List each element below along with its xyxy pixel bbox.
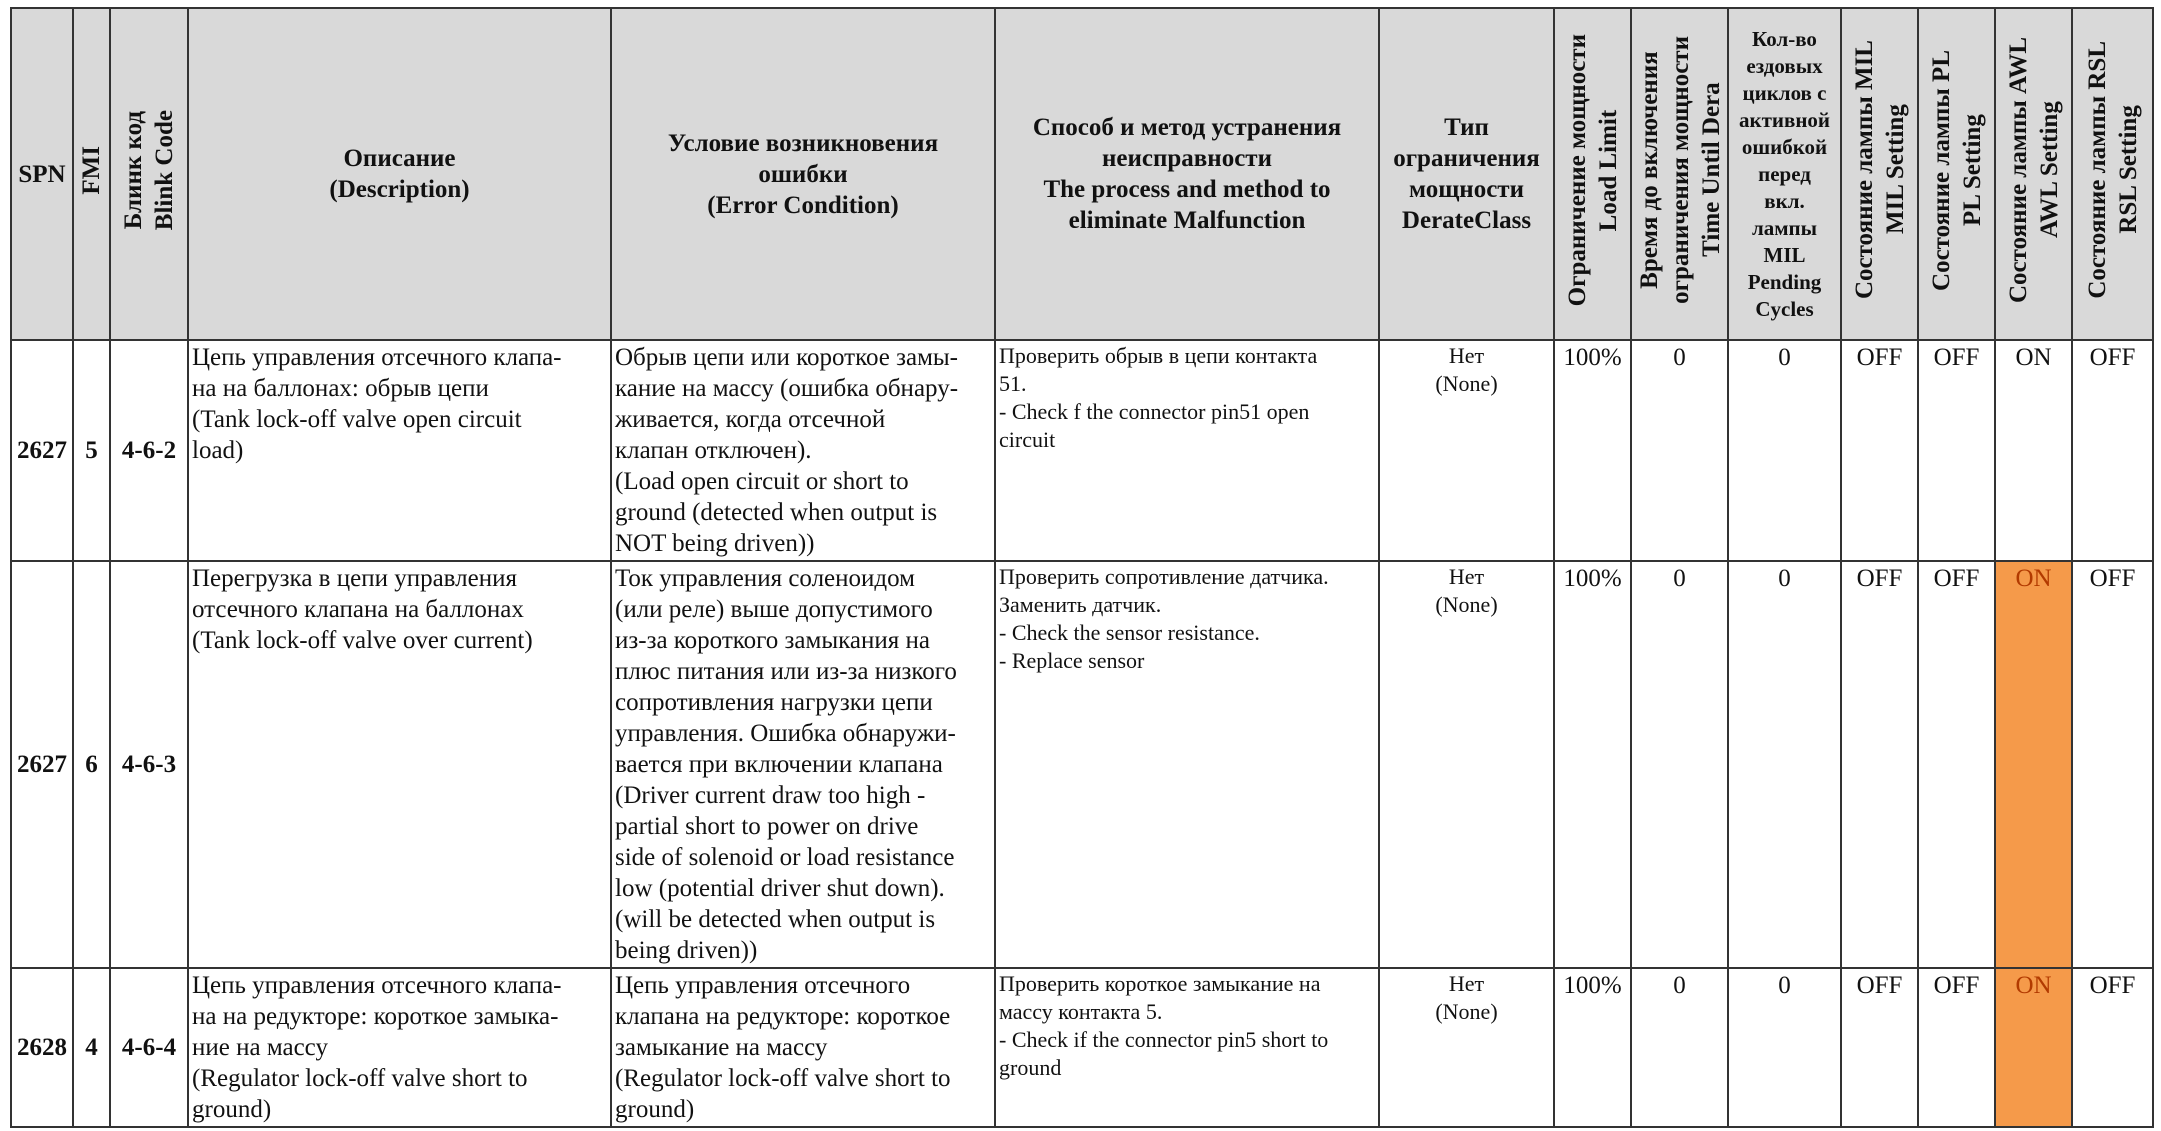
header-mil-setting: Состояние лампы MIL MIL Setting <box>1841 8 1918 340</box>
header-fix-method: Способ и метод устранения неисправности The process and method to eliminate Malfunction <box>995 8 1379 340</box>
fmi-cell: 4 <box>73 968 110 1127</box>
header-time-until-derate: Время до включения ограничения мощности Time Until Dera <box>1631 8 1728 340</box>
error-condition-cell: Цепь управления отсечного клапана на редукторе: короткое замыкание на массу (Regulator lock-off valve short to ground) <box>611 968 995 1127</box>
mil-setting-cell: OFF <box>1841 968 1918 1127</box>
fmi-cell: 5 <box>73 340 110 561</box>
spn-cell: 2628 <box>11 968 73 1127</box>
header-pl-setting: Состояние лампы PL PL Setting <box>1918 8 1995 340</box>
time-until-derate-cell: 0 <box>1631 340 1728 561</box>
awl-setting-cell-highlighted: ON <box>1995 561 2072 968</box>
mil-setting-cell: OFF <box>1841 561 1918 968</box>
fault-code-table <box>10 7 2154 1128</box>
spn-cell: 2627 <box>11 340 73 561</box>
fmi-cell: 6 <box>73 561 110 968</box>
blink-code-cell: 4-6-3 <box>110 561 188 968</box>
pl-setting-cell: OFF <box>1918 968 1995 1127</box>
rsl-setting-cell: OFF <box>2072 968 2153 1127</box>
table-row <box>11 968 2153 1127</box>
rsl-setting-cell: OFF <box>2072 340 2153 561</box>
mil-setting-cell: OFF <box>1841 340 1918 561</box>
pl-setting-cell: OFF <box>1918 561 1995 968</box>
header-spn: SPN <box>11 8 73 340</box>
header-rsl-setting: Состояние лампы RSL RSL Setting <box>2072 8 2153 340</box>
blink-code-cell: 4-6-4 <box>110 968 188 1127</box>
derate-class-cell: Нет (None) <box>1379 561 1554 968</box>
header-derate-class: Тип ограничения мощности DerateClass <box>1379 8 1554 340</box>
error-condition-cell: Ток управления соленоидом (или реле) выше допустимого из-за короткого замыкания на плюс питания или из-за низкого сопротивления нагрузки цепи управления. Ошибка обнаружи- вается при включении клапана (Driver current draw too high - partial short to power on drive side of solenoid or load resistance low (potential driver shut down). (will be detected when output is being driven)) <box>611 561 995 968</box>
fix-method-cell: Проверить короткое замыкание на массу контакта 5. - Check if the connector pin5 short to ground <box>995 968 1379 1127</box>
spn-cell: 2627 <box>11 561 73 968</box>
header-row <box>11 8 2153 340</box>
header-pending-cycles: Кол-во ездовых циклов с активной ошибкой перед вкл. лампы MIL Pending Cycles <box>1728 8 1841 340</box>
load-limit-cell: 100% <box>1554 968 1631 1127</box>
header-error-condition: Условие возникновения ошибки (Error Condition) <box>611 8 995 340</box>
pending-cycles-cell: 0 <box>1728 340 1841 561</box>
pending-cycles-cell: 0 <box>1728 561 1841 968</box>
fix-method-cell: Проверить сопротивление датчика. Заменить датчик. - Check the sensor resistance. - Replace sensor <box>995 561 1379 968</box>
derate-class-cell: Нет (None) <box>1379 968 1554 1127</box>
load-limit-cell: 100% <box>1554 340 1631 561</box>
pending-cycles-cell: 0 <box>1728 968 1841 1127</box>
error-condition-cell: Обрыв цепи или короткое замы- кание на массу (ошибка обнару- живается, когда отсечной клапан отключен). (Load open circuit or short to ground (detected when output is NOT being driven)) <box>611 340 995 561</box>
rsl-setting-cell: OFF <box>2072 561 2153 968</box>
header-description: Описание (Description) <box>188 8 611 340</box>
table-row <box>11 340 2153 561</box>
time-until-derate-cell: 0 <box>1631 968 1728 1127</box>
awl-setting-cell: ON <box>1995 340 2072 561</box>
blink-code-cell: 4-6-2 <box>110 340 188 561</box>
description-cell: Перегрузка в цепи управления отсечного клапана на баллонах (Tank lock-off valve over current) <box>188 561 611 968</box>
header-blink-code: Блинк код Blink Code <box>110 8 188 340</box>
table-row <box>11 561 2153 968</box>
header-load-limit: Ограничение мощности Load Limit <box>1554 8 1631 340</box>
time-until-derate-cell: 0 <box>1631 561 1728 968</box>
derate-class-cell: Нет (None) <box>1379 340 1554 561</box>
header-fmi: FMI <box>73 8 110 340</box>
description-cell: Цепь управления отсечного клапа- на на баллонах: обрыв цепи (Tank lock-off valve open circuit load) <box>188 340 611 561</box>
pl-setting-cell: OFF <box>1918 340 1995 561</box>
header-awl-setting: Состояние лампы AWL AWL Setting <box>1995 8 2072 340</box>
fix-method-cell: Проверить обрыв в цепи контакта 51. - Check f the connector pin51 open circuit <box>995 340 1379 561</box>
description-cell: Цепь управления отсечного клапа- на на редукторе: короткое замыка- ние на массу (Regulator lock-off valve short to ground) <box>188 968 611 1127</box>
awl-setting-cell-highlighted: ON <box>1995 968 2072 1127</box>
load-limit-cell: 100% <box>1554 561 1631 968</box>
